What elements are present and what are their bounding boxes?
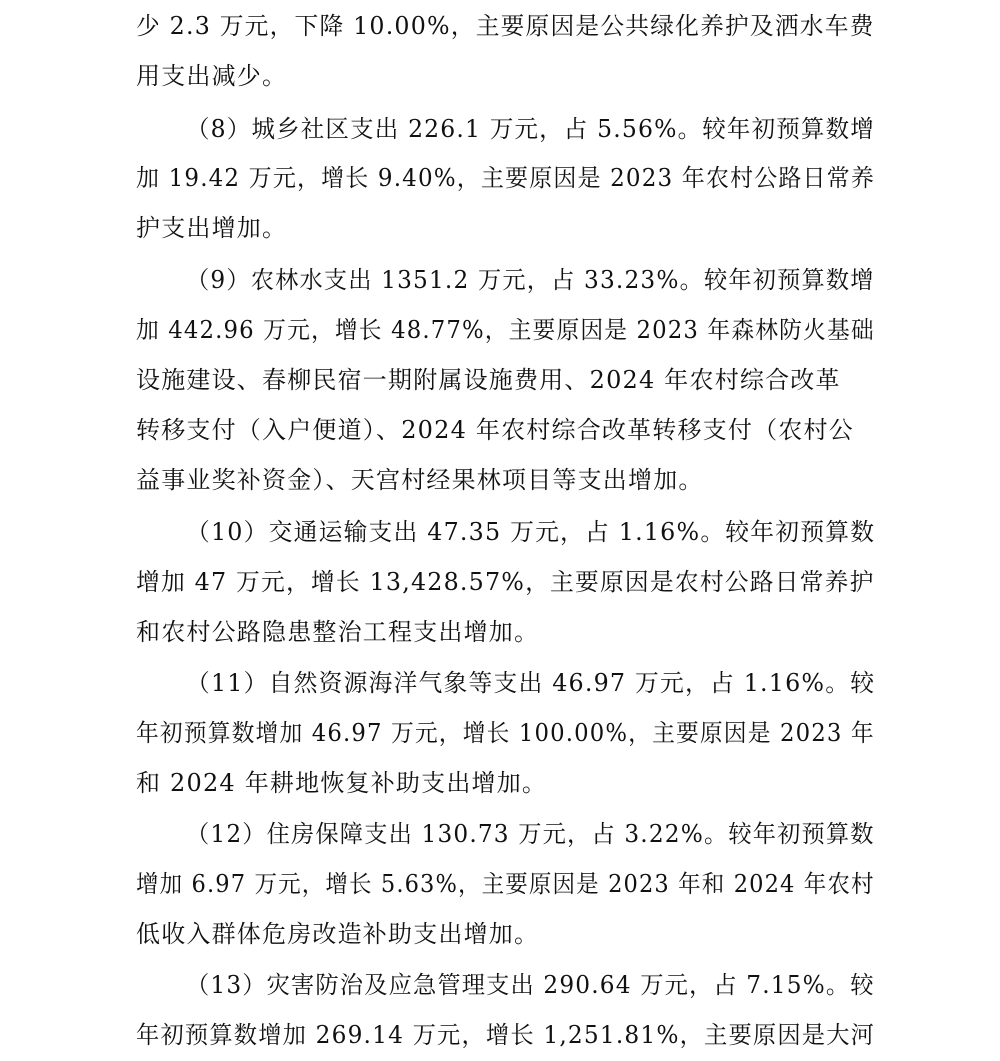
text-line: （13）灾害防治及应急管理支出 290.64 万元，占 7.15%。较 [186,971,875,999]
text-line: 益事业奖补资金）、天宫村经果林项目等支出增加。 [136,466,704,494]
text-line: 增加 6.97 万元，增长 5.63%，主要原因是 2023 年和 2024 年农村 [136,870,875,898]
text-line: （12）住房保障支出 130.73 万元，占 3.22%。较年初预算数 [186,820,875,848]
text-line: 少 2.3 万元，下降 10.00%，主要原因是公共绿化养护及洒水车费 [136,12,875,40]
text-line: 用支出减少。 [136,62,288,90]
text-line: （9）农林水支出 1351.2 万元，占 33.23%。较年初预算数增 [186,266,875,294]
text-line: 加 19.42 万元，增长 9.40%，主要原因是 2023 年农村公路日常养 [136,164,875,192]
text-line: （10）交通运输支出 47.35 万元，占 1.16%。较年初预算数 [186,518,876,546]
text-line: 年初预算数增加 46.97 万元，增长 100.00%，主要原因是 2023 年 [136,719,875,747]
text-line: （11）自然资源海洋气象等支出 46.97 万元，占 1.16%。较 [186,669,876,697]
text-line: 设施建设、春柳民宿一期附属设施费用、2024 年农村综合改革 [136,366,841,394]
text-line: 年初预算数增加 269.14 万元，增长 1,251.81%，主要原因是大河 [136,1021,876,1049]
text-line: 和农村公路隐患整治工程支出增加。 [136,618,540,646]
text-line: 低收入群体危房改造补助支出增加。 [136,920,540,948]
text-line: 转移支付（入户便道）、2024 年农村综合改革转移支付（农村公 [136,416,854,444]
text-line: 和 2024 年耕地恢复补助支出增加。 [136,769,548,797]
text-line: （8）城乡社区支出 226.1 万元，占 5.56%。较年初预算数增 [186,115,875,143]
text-line: 增加 47 万元，增长 13,428.57%，主要原因是农村公路日常养护 [136,568,875,596]
text-line: 加 442.96 万元，增长 48.77%，主要原因是 2023 年森林防火基础 [136,316,875,344]
text-line: 护支出增加。 [136,214,288,242]
